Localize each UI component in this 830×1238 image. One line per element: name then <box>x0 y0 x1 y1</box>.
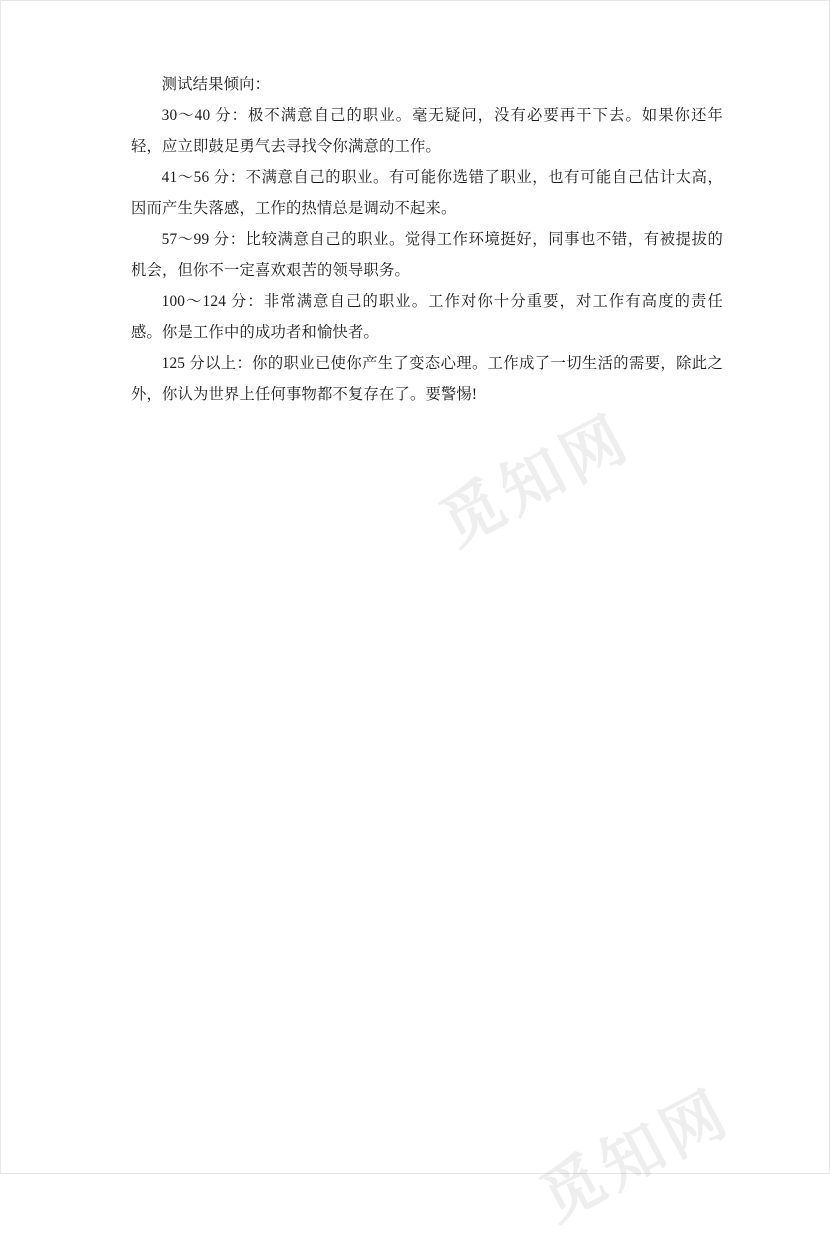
score-range-paragraph: 57～99 分：比较满意自己的职业。觉得工作环境挺好，同事也不错，有被提拔的机会，但你不一定喜欢艰苦的领导职务。 <box>131 231 723 279</box>
score-range-paragraph: 125 分以上：你的职业已使你产生了变态心理。工作成了一切生活的需要，除此之外，你认为世界上任何事物都不复存在了。要警惕! <box>131 355 723 403</box>
watermark-main: 觅知网 <box>430 403 643 560</box>
score-range-paragraph: 30～40 分：极不满意自己的职业。毫无疑问，没有必要再干下去。如果你还年轻，应立即鼓足勇气去寻找令你满意的工作。 <box>131 107 723 155</box>
watermark-bottom: 觅知网 <box>530 1078 743 1235</box>
section-heading: 测试结果倾向： <box>161 76 271 93</box>
score-range-paragraph: 41～56 分：不满意自己的职业。有可能你选错了职业，也有可能自己估计太高，因而产生失落感，工作的热情总是调动不起来。 <box>131 169 723 217</box>
score-range-paragraph: 100～124 分：非常满意自己的职业。工作对你十分重要，对工作有高度的责任感。你是工作中的成功者和愉快者。 <box>131 293 723 341</box>
document-body <box>131 69 723 410</box>
